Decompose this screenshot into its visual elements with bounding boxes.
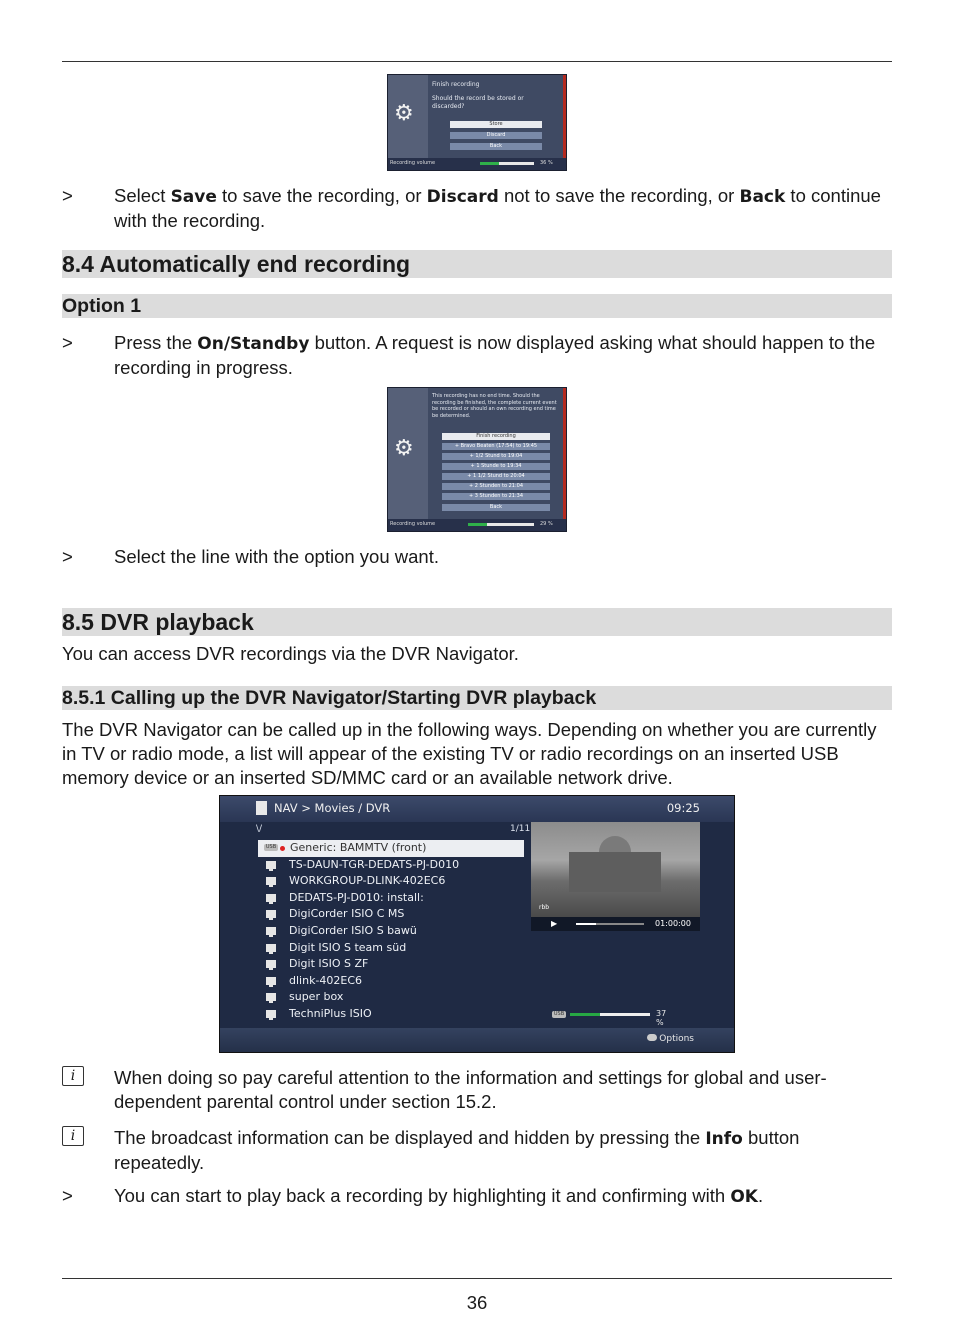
list-item[interactable] — [256, 906, 526, 923]
back-option[interactable]: Back — [450, 143, 542, 150]
playback-progress — [576, 923, 596, 925]
recording-volume-fill — [468, 523, 487, 526]
list-item[interactable] — [256, 890, 526, 907]
recording-volume-percent: 36 % — [540, 160, 553, 166]
note-text: When doing so pay careful attention to the information and settings for global and user-dependent parental control under section 15.2. — [114, 1067, 827, 1112]
storage-volume-fill — [570, 1013, 600, 1016]
recording-volume-bar — [480, 162, 534, 165]
list-item-label: Digit ISIO S ZF — [289, 957, 369, 971]
building-image — [569, 852, 661, 892]
section-heading-8-5-1: 8.5.1 Calling up the DVR Navigator/Starting DVR playback — [62, 686, 892, 710]
info-icon: i — [62, 1066, 84, 1086]
playback-time: 01:00:00 — [655, 919, 691, 928]
network-drive-icon — [266, 910, 276, 918]
play-icon[interactable]: ▶ — [551, 919, 558, 928]
end-recording-screenshot — [387, 387, 567, 532]
back-keyword: Back — [739, 187, 786, 207]
options-button[interactable] — [647, 1034, 694, 1044]
navigator-header — [220, 796, 734, 822]
list-item-label: Generic: BAMMTV (front) — [290, 841, 427, 854]
options-icon — [647, 1034, 657, 1041]
recording-volume-bar — [468, 523, 534, 526]
storage-volume-percent: 37 % — [656, 1009, 667, 1027]
bullet-marker: > — [62, 185, 73, 206]
device-list — [256, 840, 526, 1023]
ok-keyword: OK — [730, 1187, 758, 1207]
playback-bar — [531, 917, 700, 931]
option-1-heading: Option 1 — [62, 294, 892, 318]
list-item[interactable] — [256, 989, 526, 1006]
bullet-marker: > — [62, 1185, 73, 1206]
section-paragraph: The DVR Navigator can be called up in the following ways. Depending on whether you are currently in TV or radio mode, a list will appear of the existing TV or radio recordings on an inserted USB memory device or an inserted SD/MMC card or an available network drive. — [62, 719, 877, 788]
save-keyword: Save — [170, 187, 217, 207]
top-rule — [62, 61, 892, 62]
list-item[interactable] — [256, 857, 526, 874]
channel-logo: rbb — [539, 904, 550, 911]
network-drive-icon — [266, 1010, 276, 1018]
finish-recording-screenshot — [387, 74, 567, 171]
gear-icon: ⚙ — [394, 101, 414, 126]
storage-volume-bar — [570, 1013, 650, 1016]
bullet-text: Press the On/Standby button. A request is now displayed asking what should happen to the recording in progress. — [114, 332, 876, 378]
bullet-marker: > — [62, 332, 73, 353]
storage-volume — [552, 1009, 667, 1027]
recording-volume-fill — [480, 162, 499, 165]
bottom-rule — [62, 1278, 892, 1279]
bullet-text: You can start to play back a recording by highlighting it and confirming with OK. — [114, 1185, 764, 1207]
list-item-label: WORKGROUP-DLINK-402EC6 — [289, 874, 446, 888]
info-icon: i — [62, 1126, 84, 1146]
clock: 09:25 — [666, 801, 700, 815]
usb-icon: USB — [553, 1011, 565, 1017]
list-item-label: TechniPlus ISIO — [289, 1006, 372, 1020]
red-edge — [563, 75, 566, 170]
playback-track[interactable] — [576, 923, 644, 925]
end-option-6[interactable]: + 3 Stunden to 21:34 — [442, 493, 550, 500]
list-item-label: DigiCorder ISIO C MS — [289, 907, 405, 921]
list-item[interactable] — [256, 923, 526, 940]
folder-icon — [256, 801, 267, 815]
network-drive-icon — [266, 993, 276, 1001]
note-text: The broadcast information can be displayed and hidden by pressing the Info button repeatedly. — [114, 1127, 800, 1173]
item-counter: 1/11 — [510, 824, 531, 834]
list-item[interactable] — [256, 873, 526, 890]
list-item-label: DigiCorder ISIO S bawü — [289, 923, 417, 937]
dialog-question: Should the record be stored or discarded? — [432, 95, 524, 110]
info-keyword: Info — [705, 1129, 743, 1149]
list-item[interactable] — [256, 940, 526, 957]
end-option-1[interactable]: + Bravo Beaten (17:54) to 19:45 — [442, 443, 550, 450]
list-item-label: DEDATS-PJ-D010: install: — [289, 890, 424, 904]
dialog-title: Finish recording — [432, 81, 480, 88]
list-item[interactable] — [256, 973, 526, 990]
on-standby-keyword: On/Standby — [197, 334, 310, 354]
section-intro: You can access DVR recordings via the DVR Navigator. — [62, 643, 519, 664]
end-option-4[interactable]: + 1 1/2 Stund to 20:04 — [442, 473, 550, 480]
list-item[interactable] — [256, 1006, 526, 1023]
bullet-marker: > — [62, 546, 73, 567]
dialog-message: This recording has no end time. Should the recording be finished, the complete current event be recorded or should an own recording end time be determined. — [432, 393, 557, 419]
network-drive-icon — [266, 861, 276, 869]
discard-option[interactable]: Discard — [450, 132, 542, 139]
recording-volume-label: Recording volume — [390, 521, 436, 527]
back-option[interactable]: Back — [442, 504, 550, 511]
network-drive-icon — [266, 894, 276, 902]
video-preview — [531, 822, 700, 917]
list-item-label: TS-DAUN-TGR-DEDATS-PJ-D010 — [289, 857, 460, 871]
dvr-navigator-screenshot — [219, 795, 735, 1053]
bullet-text: Select Save to save the recording, or Discard not to save the recording, or Back to continue with the recording. — [114, 185, 881, 231]
recording-volume-label: Recording volume — [390, 160, 436, 166]
finish-recording-option[interactable]: Finish recording — [442, 433, 550, 440]
end-option-5[interactable]: + 2 Stunden to 21:04 — [442, 483, 550, 490]
list-item-selected[interactable] — [258, 840, 524, 857]
current-path: \/ — [256, 824, 263, 834]
navigator-footer — [220, 1028, 734, 1052]
list-item[interactable] — [256, 956, 526, 973]
network-drive-icon — [266, 877, 276, 885]
breadcrumb: NAV > Movies / DVR — [274, 801, 391, 815]
end-option-2[interactable]: + 1/2 Stund to 19:04 — [442, 453, 550, 460]
end-option-3[interactable]: + 1 Stunde to 19:34 — [442, 463, 550, 470]
network-drive-icon — [266, 927, 276, 935]
network-drive-icon — [266, 977, 276, 985]
usb-icon: USB — [265, 844, 277, 850]
gear-icon: ⚙ — [394, 436, 414, 461]
list-item-label: super box — [289, 990, 344, 1004]
red-edge — [563, 388, 566, 531]
section-heading-8-4: 8.4 Automatically end recording — [62, 250, 892, 278]
dialog-footer — [388, 519, 566, 531]
list-item-label: Digit ISIO S team süd — [289, 940, 407, 954]
record-dot-icon — [280, 846, 285, 851]
bullet-text: Select the line with the option you want. — [114, 546, 439, 567]
section-heading-8-5: 8.5 DVR playback — [62, 608, 892, 636]
network-drive-icon — [266, 944, 276, 952]
recording-volume-percent: 29 % — [540, 521, 553, 527]
store-option[interactable]: Store — [450, 121, 542, 128]
network-drive-icon — [266, 960, 276, 968]
page-number: 36 — [466, 1292, 488, 1313]
options-label: Options — [659, 1034, 694, 1044]
list-item-label: dlink-402EC6 — [289, 973, 363, 987]
dialog-footer — [388, 158, 566, 170]
discard-keyword: Discard — [426, 187, 499, 207]
